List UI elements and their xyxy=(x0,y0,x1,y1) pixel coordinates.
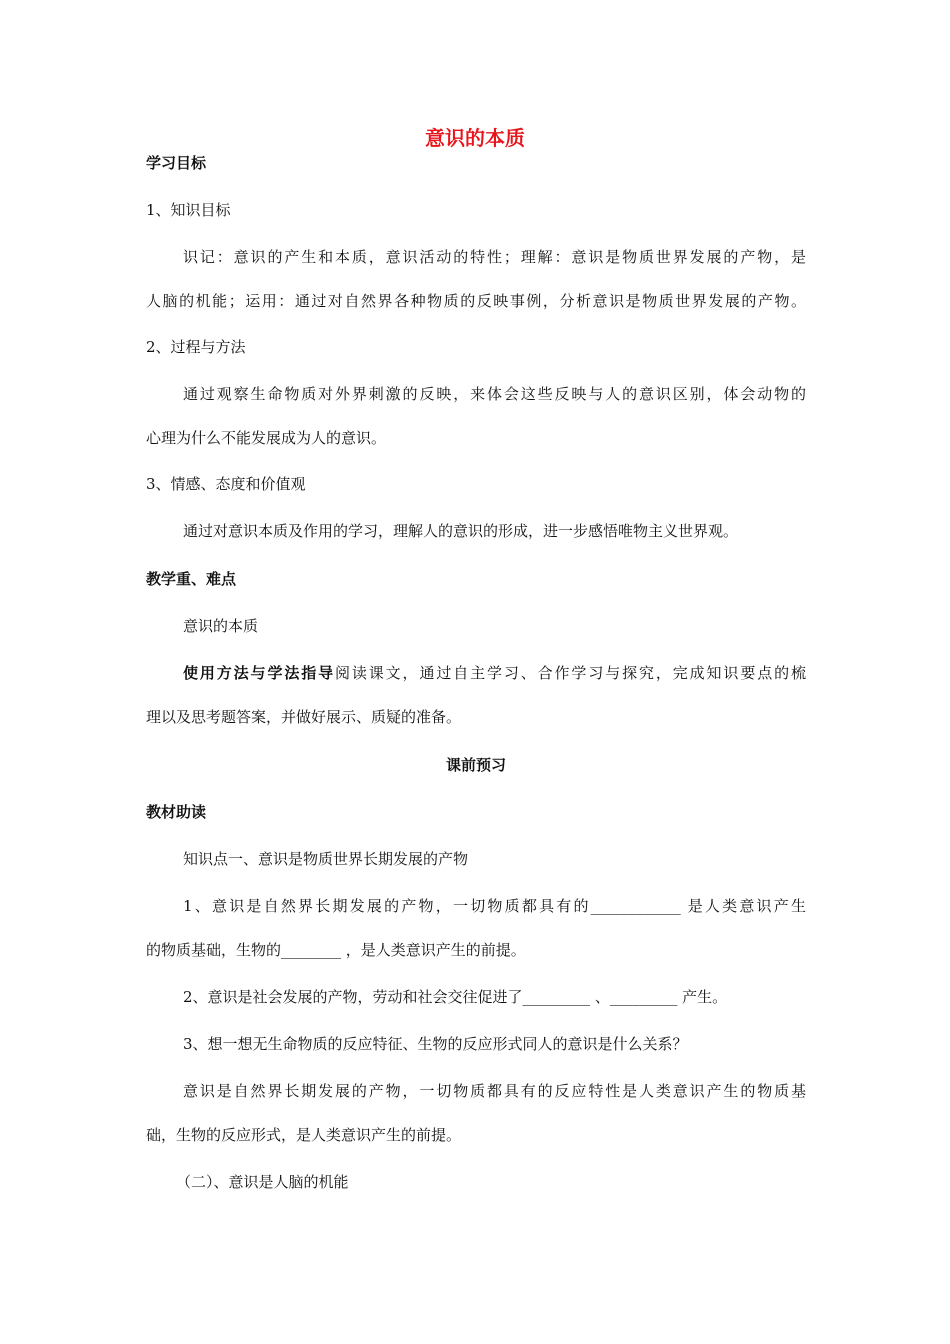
goal-1-line-1: 识记：意识的产生和本质，意识活动的特性；理解：意识是物质世界发展的产物，是 xyxy=(183,248,806,266)
section-heading-key-points: 教学重、难点 xyxy=(146,570,237,588)
goal-2-heading: 2、过程与方法 xyxy=(146,338,246,356)
guide-label: 使用方法与学法指导 xyxy=(183,664,335,682)
answer-line-1: 意识是自然界长期发展的产物，一切物质都具有的反应特性是人类意识产生的物质基 xyxy=(183,1082,806,1100)
goal-2-line-2: 心理为什么不能发展成为人的意识。 xyxy=(146,429,387,447)
guide-line-1 xyxy=(183,662,806,684)
section-heading-goals: 学习目标 xyxy=(146,154,207,172)
guide-line-2: 理以及思考题答案，并做好展示、质疑的准备。 xyxy=(146,708,462,726)
goal-3-heading: 3、情感、态度和价值观 xyxy=(146,475,306,493)
goal-3-line-1: 通过对意识本质及作用的学习，理解人的意识的形成，进一步感悟唯物主义世界观。 xyxy=(183,522,739,540)
knowledge-point-1-heading: 知识点一、意识是物质世界长期发展的产物 xyxy=(183,850,469,868)
document-title: 意识的本质 xyxy=(425,126,525,150)
question-2: 2、意识是社会发展的产物，劳动和社会交往促进了_________ 、_________ 产生。 xyxy=(183,988,728,1006)
question-1-line-1: 1、意识是自然界长期发展的产物，一切物质都具有的____________ 是人类意识产生 xyxy=(183,897,806,915)
question-3: 3、想一想无生命物质的反应特征、生物的反应形式同人的意识是什么关系？ xyxy=(183,1035,688,1053)
guide-text: 阅读课文，通过自主学习、合作学习与探究，完成知识要点的梳 xyxy=(335,664,806,682)
goal-2-line-1: 通过观察生命物质对外界刺激的反映，来体会这些反映与人的意识区别，体会动物的 xyxy=(183,385,806,403)
question-1-line-2: 的物质基础，生物的________ ，是人类意识产生的前提。 xyxy=(146,941,526,959)
answer-line-2: 础，生物的反应形式，是人类意识产生的前提。 xyxy=(146,1126,462,1144)
section-heading-reading: 教材助读 xyxy=(146,803,207,821)
key-point-text: 意识的本质 xyxy=(183,617,259,635)
goal-1-heading: 1、知识目标 xyxy=(146,201,231,219)
goal-1-line-2: 人脑的机能；运用：通过对自然界各种物质的反映事例，分析意识是物质世界发展的产物。 xyxy=(146,292,806,310)
section-heading-preview: 课前预习 xyxy=(445,756,506,774)
knowledge-point-2-heading: （二）、意识是人脑的机能 xyxy=(176,1173,349,1191)
